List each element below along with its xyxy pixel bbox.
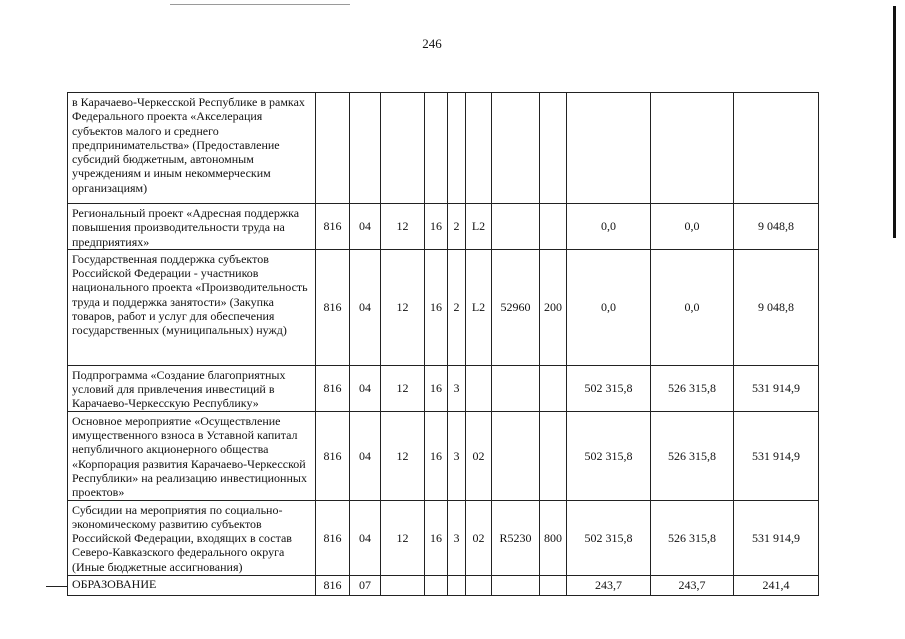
code-section: 04 bbox=[350, 204, 381, 250]
code-direction bbox=[492, 411, 540, 500]
code-ministry: 816 bbox=[316, 575, 350, 595]
amount-year-2 bbox=[651, 93, 734, 204]
code-subsection: 12 bbox=[381, 249, 425, 365]
code-expense-type bbox=[540, 93, 567, 204]
code-direction bbox=[492, 93, 540, 204]
code-direction bbox=[492, 575, 540, 595]
code-subprogram: 3 bbox=[448, 411, 466, 500]
code-ministry: 816 bbox=[316, 500, 350, 575]
row-name: Государственная поддержка субъектов Российской Федерации - участников национального проекта «Производительность труда и поддержка занятости» (Закупка товаров, работ и услуг для обеспечения государственных (муниципальных) нужд) bbox=[68, 249, 316, 365]
code-subprogram bbox=[448, 93, 466, 204]
code-expense-type bbox=[540, 365, 567, 411]
amount-year-3: 9 048,8 bbox=[734, 249, 819, 365]
amount-year-2: 0,0 bbox=[651, 204, 734, 250]
code-section: 04 bbox=[350, 365, 381, 411]
code-ministry: 816 bbox=[316, 249, 350, 365]
code-section: 04 bbox=[350, 249, 381, 365]
code-ministry: 816 bbox=[316, 365, 350, 411]
left-table-rule bbox=[46, 586, 68, 587]
amount-year-3: 241,4 bbox=[734, 575, 819, 595]
code-event bbox=[466, 365, 492, 411]
amount-year-2: 0,0 bbox=[651, 249, 734, 365]
code-subsection: 12 bbox=[381, 365, 425, 411]
amount-year-2: 243,7 bbox=[651, 575, 734, 595]
scan-artifact-top-line bbox=[170, 4, 350, 5]
code-ministry: 816 bbox=[316, 204, 350, 250]
amount-year-1: 502 315,8 bbox=[567, 365, 651, 411]
code-expense-type bbox=[540, 411, 567, 500]
amount-year-1: 0,0 bbox=[567, 249, 651, 365]
amount-year-1 bbox=[567, 93, 651, 204]
code-direction: 52960 bbox=[492, 249, 540, 365]
amount-year-3: 531 914,9 bbox=[734, 411, 819, 500]
row-name: в Карачаево-Черкесской Республике в рамках Федерального проекта «Акселерация субъектов малого и среднего предпринимательства» (Предоставление субсидий бюджетным, автономным учреждениям и иным некоммерческим организациям) bbox=[68, 93, 316, 204]
amount-year-2: 526 315,8 bbox=[651, 365, 734, 411]
code-ministry: 816 bbox=[316, 411, 350, 500]
code-subprogram: 3 bbox=[448, 365, 466, 411]
amount-year-3: 9 048,8 bbox=[734, 204, 819, 250]
row-name: Основное мероприятие «Осуществление имущественного взноса в Уставной капитал непубличного акционерного общества «Корпорация развития Карачаево-Черкесской Республики» на реализацию инвестиционных проектов» bbox=[68, 411, 316, 500]
code-subprogram: 3 bbox=[448, 500, 466, 575]
code-program bbox=[425, 575, 448, 595]
code-event bbox=[466, 93, 492, 204]
code-subsection: 12 bbox=[381, 204, 425, 250]
table-row bbox=[68, 93, 819, 204]
code-program: 16 bbox=[425, 365, 448, 411]
code-section bbox=[350, 93, 381, 204]
code-event: L2 bbox=[466, 249, 492, 365]
row-name: ОБРАЗОВАНИЕ bbox=[68, 575, 316, 595]
code-event bbox=[466, 575, 492, 595]
budget-table bbox=[67, 92, 819, 596]
row-name: Подпрограмма «Создание благоприятных условий для привлечения инвестиций в Карачаево-Черкесскую Республику» bbox=[68, 365, 316, 411]
code-ministry bbox=[316, 93, 350, 204]
code-expense-type: 200 bbox=[540, 249, 567, 365]
amount-year-1: 243,7 bbox=[567, 575, 651, 595]
code-subprogram bbox=[448, 575, 466, 595]
code-expense-type bbox=[540, 204, 567, 250]
scan-artifact-right-edge bbox=[893, 6, 896, 238]
code-program: 16 bbox=[425, 204, 448, 250]
code-section: 07 bbox=[350, 575, 381, 595]
code-subprogram: 2 bbox=[448, 204, 466, 250]
table-row bbox=[68, 575, 819, 595]
amount-year-3: 531 914,9 bbox=[734, 500, 819, 575]
code-direction bbox=[492, 365, 540, 411]
code-subsection bbox=[381, 575, 425, 595]
amount-year-1: 502 315,8 bbox=[567, 500, 651, 575]
code-subsection: 12 bbox=[381, 500, 425, 575]
table-row bbox=[68, 500, 819, 575]
table-row bbox=[68, 204, 819, 250]
amount-year-2: 526 315,8 bbox=[651, 500, 734, 575]
code-subsection: 12 bbox=[381, 411, 425, 500]
code-event: 02 bbox=[466, 411, 492, 500]
amount-year-2: 526 315,8 bbox=[651, 411, 734, 500]
amount-year-1: 0,0 bbox=[567, 204, 651, 250]
code-section: 04 bbox=[350, 500, 381, 575]
row-name: Субсидии на мероприятия по социально-экономическому развитию субъектов Российской Федерации, входящих в состав Северо-Кавказского федерального округа (Иные бюджетные ассигнования) bbox=[68, 500, 316, 575]
code-program: 16 bbox=[425, 249, 448, 365]
page-number: 246 bbox=[422, 36, 442, 51]
table-row bbox=[68, 365, 819, 411]
code-program bbox=[425, 93, 448, 204]
amount-year-3: 531 914,9 bbox=[734, 365, 819, 411]
code-event: 02 bbox=[466, 500, 492, 575]
amount-year-3 bbox=[734, 93, 819, 204]
code-direction bbox=[492, 204, 540, 250]
code-expense-type: 800 bbox=[540, 500, 567, 575]
table-row bbox=[68, 411, 819, 500]
amount-year-1: 502 315,8 bbox=[567, 411, 651, 500]
code-program: 16 bbox=[425, 500, 448, 575]
code-subprogram: 2 bbox=[448, 249, 466, 365]
code-direction: R5230 bbox=[492, 500, 540, 575]
code-program: 16 bbox=[425, 411, 448, 500]
code-section: 04 bbox=[350, 411, 381, 500]
code-expense-type bbox=[540, 575, 567, 595]
row-name: Региональный проект «Адресная поддержка повышения производительности труда на предприятиях» bbox=[68, 204, 316, 250]
table-row bbox=[68, 249, 819, 365]
code-event: L2 bbox=[466, 204, 492, 250]
code-subsection bbox=[381, 93, 425, 204]
